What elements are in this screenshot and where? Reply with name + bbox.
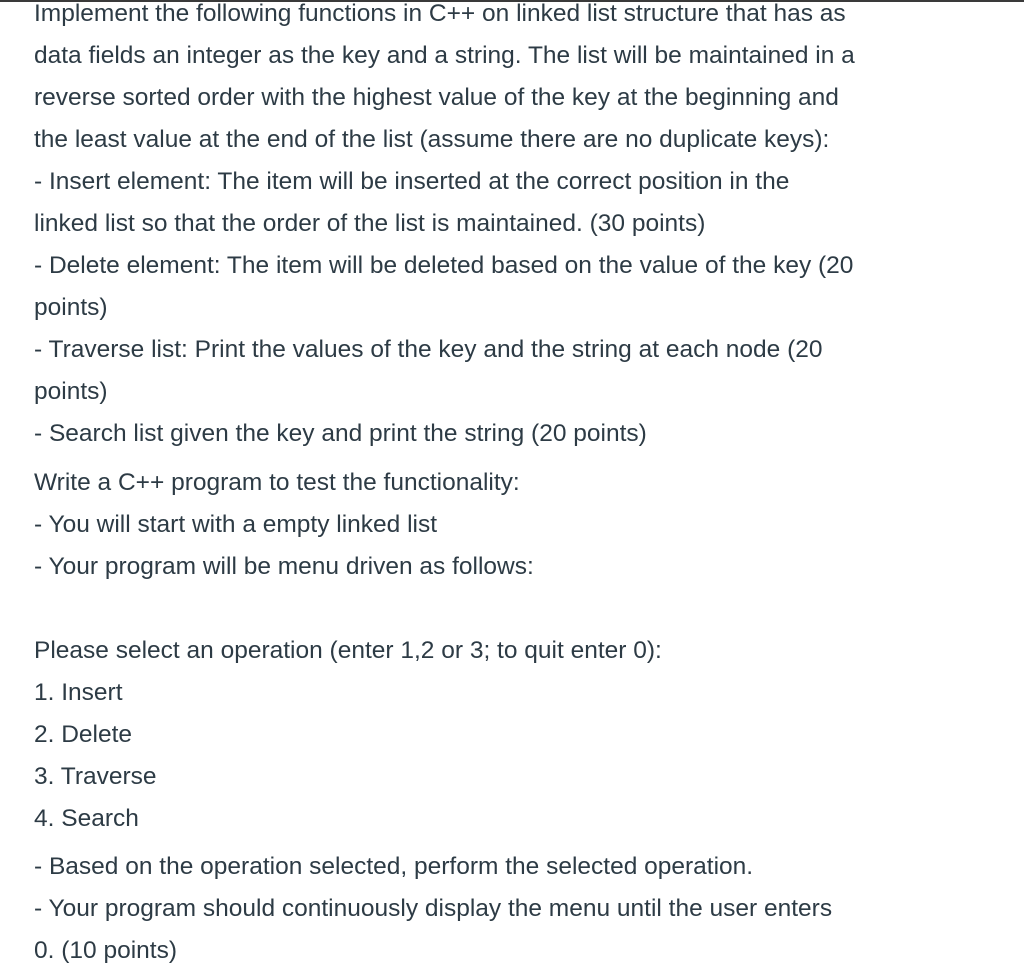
closing-line: - Your program should continuously display the menu until the user enters [34,895,833,922]
intro-line: reverse sorted order with the highest value of the key at the beginning and [34,84,839,111]
intro-line: the least value at the end of the list (assume there are no duplicate keys): [34,126,830,153]
menu-option-delete: 2. Delete [34,721,133,748]
menu-prompt: Please select an operation (enter 1,2 or 3; to quit enter 0): [34,637,662,664]
delete-requirement-continued: points) [34,294,108,321]
intro-paragraph [34,0,994,455]
traverse-requirement: - Traverse list: Print the values of the key and the string at each node (20 [34,336,823,363]
insert-requirement-continued: linked list so that the order of the list is maintained. (30 points) [34,210,706,237]
search-requirement: - Search list given the key and print the string (20 points) [34,420,647,447]
menu-option-traverse: 3. Traverse [34,763,157,790]
closing-paragraph [34,846,994,963]
delete-requirement: - Delete element: The item will be deleted based on the value of the key (20 [34,252,854,279]
menu-option-insert: 1. Insert [34,679,123,706]
traverse-requirement-continued: points) [34,378,108,405]
menu-paragraph [34,630,994,840]
spacer [34,455,994,462]
menu-option-search: 4. Search [34,805,139,832]
insert-requirement: - Insert element: The item will be inserted at the correct position in the [34,168,790,195]
intro-line: Implement the following functions in C++ on linked list structure that has as [34,0,846,27]
program-line: Write a C++ program to test the functionality: [34,469,520,496]
closing-line: - Based on the operation selected, perform the selected operation. [34,853,754,880]
intro-line: data fields an integer as the key and a string. The list will be maintained in a [34,42,855,69]
program-paragraph [34,462,994,588]
program-line: - You will start with a empty linked list [34,511,438,538]
spacer [34,588,994,630]
closing-line: 0. (10 points) [34,937,177,963]
assignment-text [34,0,994,963]
program-line: - Your program will be menu driven as follows: [34,553,534,580]
